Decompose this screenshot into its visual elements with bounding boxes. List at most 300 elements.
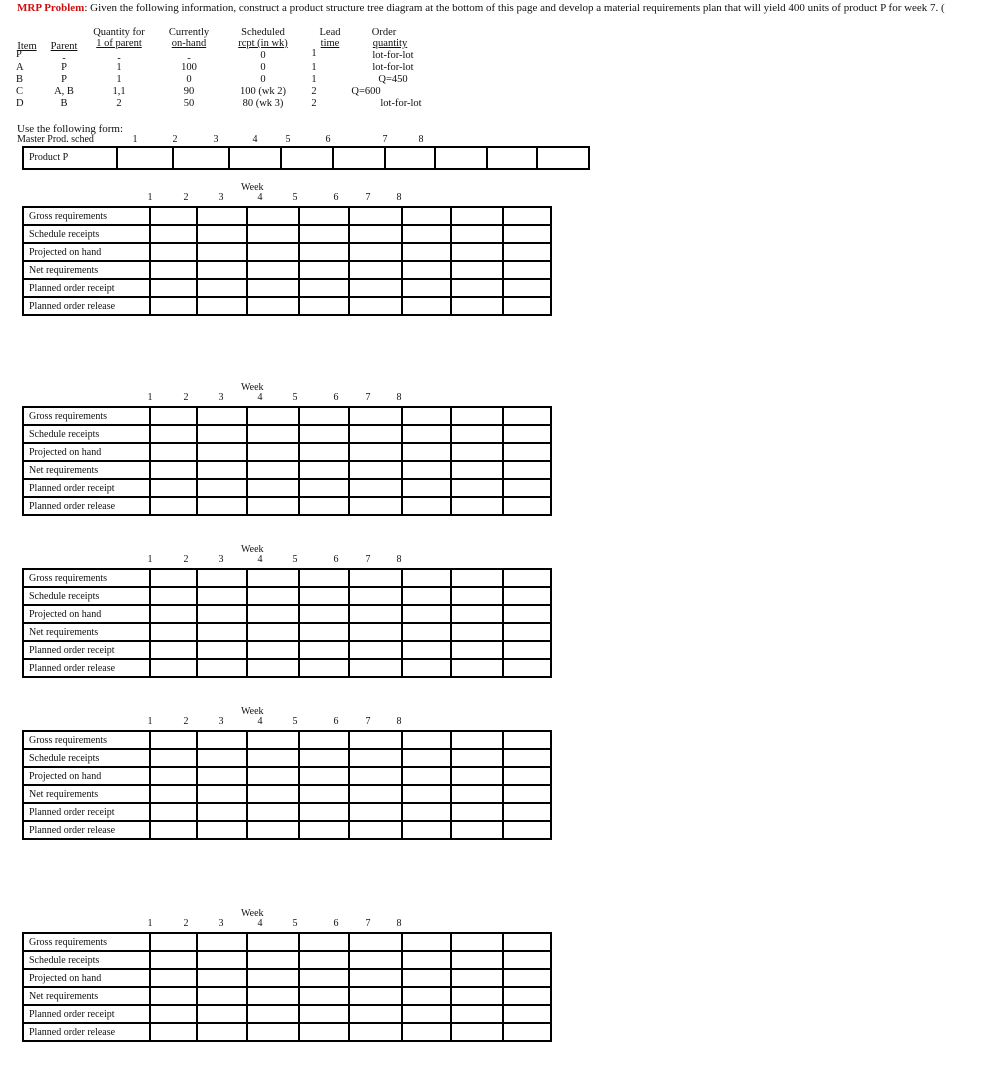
mrp-cell[interactable] [197, 951, 246, 969]
mrp-cell[interactable] [197, 785, 246, 803]
mrp-cell[interactable] [402, 803, 451, 821]
mrp-cell[interactable] [402, 443, 451, 461]
week-number: 6 [333, 392, 339, 403]
mrp-cell[interactable] [299, 785, 349, 803]
mrp-cell[interactable] [197, 497, 246, 515]
week-numbers [22, 918, 552, 930]
mrp-cell[interactable] [349, 659, 401, 677]
mrp-cell[interactable] [150, 425, 197, 443]
mrp-cell[interactable] [299, 261, 349, 279]
mrp-cell[interactable] [451, 969, 503, 987]
mrp-cell[interactable] [150, 749, 197, 767]
mrp-cell[interactable] [402, 569, 451, 587]
mrp-cell[interactable] [197, 731, 246, 749]
mrp-cell[interactable] [402, 785, 451, 803]
header-onhand-1: Currently [168, 27, 210, 38]
mrp-cell[interactable] [503, 605, 551, 623]
mrp-cell[interactable] [247, 767, 299, 785]
mrp-cell[interactable] [503, 969, 551, 987]
mrp-cell[interactable] [402, 497, 451, 515]
week-number: 3 [218, 918, 224, 929]
mrp-cell[interactable] [247, 1005, 299, 1023]
mrp-cell[interactable] [402, 749, 451, 767]
mrp-cell[interactable] [247, 497, 299, 515]
mrp-cell[interactable] [150, 659, 197, 677]
mrp-cell[interactable] [299, 623, 349, 641]
schedule-cell[interactable] [174, 148, 230, 170]
mrp-cell[interactable] [299, 767, 349, 785]
mrp-cell[interactable] [503, 623, 551, 641]
mrp-cell[interactable] [349, 425, 401, 443]
mrp-cell[interactable] [503, 641, 551, 659]
mrp-row-label: Planned order receipt [23, 479, 150, 497]
mrp-cell[interactable] [197, 623, 246, 641]
mrp-cell[interactable] [197, 479, 246, 497]
week-number: 5 [292, 918, 298, 929]
mrp-cell[interactable] [299, 497, 349, 515]
mrp-cell[interactable] [451, 425, 503, 443]
week-number: 5 [292, 716, 298, 727]
mrp-cell[interactable] [247, 225, 299, 243]
mrp-cell[interactable] [197, 641, 246, 659]
mrp-cell[interactable] [402, 461, 451, 479]
mrp-cell[interactable] [451, 461, 503, 479]
mrp-grid [22, 568, 552, 678]
cell-parent: P [61, 62, 67, 73]
mrp-cell[interactable] [503, 821, 551, 839]
mrp-cell[interactable] [197, 659, 246, 677]
header-quantity-1: Quantity for [93, 27, 145, 38]
mrp-cell[interactable] [402, 1023, 451, 1041]
mrp-cell[interactable] [503, 951, 551, 969]
schedule-cell[interactable] [230, 148, 282, 170]
mrp-cell[interactable] [503, 279, 551, 297]
mrp-cell[interactable] [402, 225, 451, 243]
mrp-cell[interactable] [451, 569, 503, 587]
schedule-cell[interactable] [118, 148, 174, 170]
mrp-cell[interactable] [503, 1005, 551, 1023]
mrp-cell[interactable] [451, 767, 503, 785]
mrp-cell[interactable] [349, 479, 401, 497]
cell-onhand: 50 [183, 98, 195, 109]
mrp-cell[interactable] [503, 207, 551, 225]
cell-lead: 1 [311, 74, 317, 85]
mrp-cell[interactable] [503, 497, 551, 515]
mrp-cell[interactable] [451, 731, 503, 749]
mrp-cell[interactable] [299, 1023, 349, 1041]
mrp-cell[interactable] [349, 1023, 401, 1041]
mrp-cell[interactable] [197, 461, 246, 479]
mrp-cell[interactable] [247, 749, 299, 767]
mrp-cell[interactable] [197, 1005, 246, 1023]
mrp-cell[interactable] [247, 641, 299, 659]
mrp-cell[interactable] [247, 569, 299, 587]
mrp-cell[interactable] [451, 243, 503, 261]
mrp-cell[interactable] [299, 587, 349, 605]
mrp-cell[interactable] [150, 443, 197, 461]
mrp-cell[interactable] [349, 803, 401, 821]
mrp-cell[interactable] [402, 407, 451, 425]
mrp-cell[interactable] [402, 933, 451, 951]
mrp-cell[interactable] [299, 425, 349, 443]
mrp-row [23, 803, 551, 821]
mrp-cell[interactable] [349, 279, 401, 297]
mrp-cell[interactable] [349, 951, 401, 969]
cell-quantity: 2 [116, 98, 122, 109]
mrp-cell[interactable] [150, 987, 197, 1005]
mrp-cell[interactable] [247, 803, 299, 821]
mrp-cell[interactable] [349, 605, 401, 623]
mrp-cell[interactable] [299, 803, 349, 821]
mrp-cell[interactable] [503, 243, 551, 261]
mrp-cell[interactable] [197, 297, 246, 315]
mrp-cell[interactable] [197, 767, 246, 785]
mrp-cell[interactable] [150, 641, 197, 659]
mrp-cell[interactable] [247, 659, 299, 677]
mrp-cell[interactable] [503, 569, 551, 587]
header-parent: Parent [50, 41, 78, 52]
mrp-cell[interactable] [402, 479, 451, 497]
mrp-cell[interactable] [349, 933, 401, 951]
mrp-cell[interactable] [402, 951, 451, 969]
mrp-cell[interactable] [150, 207, 197, 225]
mrp-cell[interactable] [247, 933, 299, 951]
mrp-row-label: Schedule receipts [23, 749, 150, 767]
mrp-row-label: Schedule receipts [23, 225, 150, 243]
mrp-cell[interactable] [349, 407, 401, 425]
mrp-cell[interactable] [150, 803, 197, 821]
mrp-row-label: Gross requirements [23, 933, 150, 951]
mrp-cell[interactable] [299, 569, 349, 587]
mrp-cell[interactable] [299, 659, 349, 677]
mrp-cell[interactable] [247, 587, 299, 605]
mrp-cell[interactable] [451, 1005, 503, 1023]
mrp-cell[interactable] [299, 461, 349, 479]
mrp-cell[interactable] [150, 731, 197, 749]
mrp-row-label: Gross requirements [23, 407, 150, 425]
mrp-cell[interactable] [247, 1023, 299, 1041]
mrp-cell[interactable] [247, 207, 299, 225]
mrp-cell[interactable] [197, 821, 246, 839]
cell-onhand: 0 [186, 74, 192, 85]
mrp-cell[interactable] [402, 659, 451, 677]
mrp-cell[interactable] [503, 479, 551, 497]
mrp-row [23, 659, 551, 677]
mrp-cell[interactable] [150, 261, 197, 279]
schedule-cell[interactable] [282, 148, 334, 170]
mrp-cell[interactable] [402, 969, 451, 987]
mrp-cell[interactable] [503, 407, 551, 425]
mrp-cell[interactable] [197, 279, 246, 297]
mrp-cell[interactable] [451, 933, 503, 951]
mrp-cell[interactable] [402, 641, 451, 659]
mrp-cell[interactable] [349, 297, 401, 315]
mrp-row [23, 225, 551, 243]
mrp-cell[interactable] [197, 987, 246, 1005]
mrp-cell[interactable] [349, 225, 401, 243]
mrp-cell[interactable] [197, 407, 246, 425]
mrp-cell[interactable] [197, 425, 246, 443]
mrp-cell[interactable] [197, 933, 246, 951]
item-info-table [16, 26, 436, 116]
mrp-cell[interactable] [503, 297, 551, 315]
mrp-cell[interactable] [503, 987, 551, 1005]
mrp-cell[interactable] [451, 443, 503, 461]
mrp-cell[interactable] [402, 587, 451, 605]
mrp-cell[interactable] [503, 461, 551, 479]
mrp-cell[interactable] [299, 605, 349, 623]
mrp-cell[interactable] [503, 803, 551, 821]
mrp-cell[interactable] [451, 623, 503, 641]
mrp-cell[interactable] [451, 821, 503, 839]
mrp-cell[interactable] [299, 443, 349, 461]
mrp-cell[interactable] [402, 297, 451, 315]
mrp-cell[interactable] [299, 641, 349, 659]
mrp-cell[interactable] [349, 767, 401, 785]
mrp-row [23, 443, 551, 461]
mrp-cell[interactable] [299, 749, 349, 767]
mrp-cell[interactable] [503, 225, 551, 243]
mrp-cell[interactable] [299, 225, 349, 243]
mrp-row [23, 407, 551, 425]
mrp-cell[interactable] [349, 641, 401, 659]
mrp-cell[interactable] [247, 443, 299, 461]
mrp-cell[interactable] [503, 587, 551, 605]
mrp-cell[interactable] [503, 659, 551, 677]
mrp-cell[interactable] [150, 407, 197, 425]
mrp-cell[interactable] [197, 803, 246, 821]
mrp-cell[interactable] [150, 279, 197, 297]
mrp-cell[interactable] [247, 261, 299, 279]
mrp-cell[interactable] [402, 767, 451, 785]
mrp-cell[interactable] [402, 623, 451, 641]
mrp-cell[interactable] [247, 969, 299, 987]
mrp-cell[interactable] [451, 297, 503, 315]
mrp-cell[interactable] [150, 297, 197, 315]
mrp-cell[interactable] [299, 407, 349, 425]
mrp-cell[interactable] [150, 587, 197, 605]
mrp-cell[interactable] [451, 225, 503, 243]
mrp-cell[interactable] [197, 569, 246, 587]
mrp-cell[interactable] [349, 785, 401, 803]
schedule-cell[interactable] [386, 148, 436, 170]
mrp-cell[interactable] [503, 749, 551, 767]
mrp-cell[interactable] [299, 297, 349, 315]
mrp-cell[interactable] [299, 1005, 349, 1023]
mrp-cell[interactable] [451, 803, 503, 821]
mrp-cell[interactable] [197, 243, 246, 261]
mrp-cell[interactable] [349, 749, 401, 767]
mrp-cell[interactable] [247, 987, 299, 1005]
mrp-cell[interactable] [247, 623, 299, 641]
cell-item: P [16, 49, 22, 60]
mrp-cell[interactable] [349, 821, 401, 839]
mrp-cell[interactable] [247, 425, 299, 443]
mrp-cell[interactable] [349, 569, 401, 587]
mrp-cell[interactable] [402, 279, 451, 297]
mrp-row [23, 243, 551, 261]
mrp-cell[interactable] [299, 933, 349, 951]
mrp-grid [22, 730, 552, 840]
schedule-cell[interactable] [334, 148, 386, 170]
mrp-cell[interactable] [247, 279, 299, 297]
mrp-cell[interactable] [150, 821, 197, 839]
mrp-cell[interactable] [247, 407, 299, 425]
mrp-cell[interactable] [247, 243, 299, 261]
mrp-cell[interactable] [451, 987, 503, 1005]
mrp-cell[interactable] [451, 497, 503, 515]
mrp-cell[interactable] [402, 731, 451, 749]
mrp-row-label: Net requirements [23, 461, 150, 479]
mrp-cell[interactable] [402, 425, 451, 443]
mrp-cell[interactable] [503, 425, 551, 443]
mrp-cell[interactable] [503, 261, 551, 279]
mrp-cell[interactable] [197, 225, 246, 243]
mrp-cell[interactable] [150, 243, 197, 261]
mrp-cell[interactable] [451, 1023, 503, 1041]
mrp-cell[interactable] [197, 587, 246, 605]
mrp-cell[interactable] [349, 969, 401, 987]
cell-lead: 2 [311, 86, 317, 97]
mrp-row-label: Gross requirements [23, 569, 150, 587]
mrp-cell[interactable] [197, 207, 246, 225]
mrp-cell[interactable] [451, 785, 503, 803]
mrp-row [23, 821, 551, 839]
mrp-cell[interactable] [150, 1023, 197, 1041]
week-number: 6 [333, 918, 339, 929]
mrp-cell[interactable] [402, 207, 451, 225]
mrp-cell[interactable] [150, 569, 197, 587]
mrp-cell[interactable] [197, 1023, 246, 1041]
mrp-cell[interactable] [197, 969, 246, 987]
mrp-cell[interactable] [451, 261, 503, 279]
mrp-cell[interactable] [349, 1005, 401, 1023]
mrp-row [23, 261, 551, 279]
mrp-cell[interactable] [150, 969, 197, 987]
week-number: 8 [396, 716, 402, 727]
mrp-row-label: Planned order release [23, 497, 150, 515]
week-number: 3 [213, 134, 219, 145]
mrp-cell[interactable] [402, 261, 451, 279]
mrp-cell[interactable] [299, 479, 349, 497]
mrp-cell[interactable] [451, 749, 503, 767]
mrp-cell[interactable] [451, 587, 503, 605]
mrp-cell[interactable] [247, 605, 299, 623]
mrp-cell[interactable] [503, 443, 551, 461]
mrp-cell[interactable] [247, 461, 299, 479]
mrp-cell[interactable] [451, 279, 503, 297]
mrp-cell[interactable] [503, 933, 551, 951]
mrp-cell[interactable] [349, 461, 401, 479]
mrp-cell[interactable] [451, 407, 503, 425]
mrp-cell[interactable] [247, 297, 299, 315]
mrp-cell[interactable] [247, 479, 299, 497]
mrp-cell[interactable] [349, 587, 401, 605]
mrp-cell[interactable] [503, 785, 551, 803]
mrp-cell[interactable] [247, 821, 299, 839]
mrp-cell[interactable] [150, 767, 197, 785]
mrp-cell[interactable] [349, 243, 401, 261]
mrp-row [23, 1023, 551, 1041]
cell-item: C [16, 86, 24, 97]
mrp-cell[interactable] [503, 1023, 551, 1041]
mrp-cell[interactable] [197, 443, 246, 461]
mrp-cell[interactable] [299, 207, 349, 225]
mrp-cell[interactable] [349, 623, 401, 641]
schedule-cell[interactable] [488, 148, 538, 170]
week-number: 5 [292, 554, 298, 565]
mrp-cell[interactable] [150, 605, 197, 623]
mrp-cell[interactable] [451, 479, 503, 497]
mrp-cell[interactable] [197, 749, 246, 767]
week-number: 2 [183, 392, 189, 403]
mrp-cell[interactable] [402, 1005, 451, 1023]
cell-scheduled: 0 [260, 50, 266, 61]
mrp-row [23, 207, 551, 225]
mrp-cell[interactable] [150, 623, 197, 641]
mrp-cell[interactable] [150, 1005, 197, 1023]
week-number: 3 [218, 392, 224, 403]
mrp-cell[interactable] [197, 261, 246, 279]
mrp-cell[interactable] [451, 659, 503, 677]
mrp-cell[interactable] [402, 243, 451, 261]
mrp-cell[interactable] [150, 225, 197, 243]
mrp-cell[interactable] [299, 951, 349, 969]
mrp-cell[interactable] [299, 279, 349, 297]
mrp-cell[interactable] [503, 767, 551, 785]
mrp-cell[interactable] [402, 821, 451, 839]
mrp-row [23, 933, 551, 951]
mrp-cell[interactable] [150, 785, 197, 803]
schedule-cell[interactable] [538, 148, 590, 170]
mrp-cell[interactable] [349, 987, 401, 1005]
mrp-cell[interactable] [299, 731, 349, 749]
mrp-cell[interactable] [451, 207, 503, 225]
mrp-row [23, 785, 551, 803]
mrp-cell[interactable] [451, 951, 503, 969]
mrp-cell[interactable] [349, 443, 401, 461]
mrp-cell[interactable] [402, 987, 451, 1005]
mrp-cell[interactable] [197, 605, 246, 623]
mrp-cell[interactable] [451, 605, 503, 623]
mrp-cell[interactable] [451, 641, 503, 659]
mrp-cell[interactable] [349, 207, 401, 225]
mrp-cell[interactable] [503, 731, 551, 749]
mrp-cell[interactable] [299, 821, 349, 839]
problem-label: MRP Problem [17, 2, 85, 14]
mrp-cell[interactable] [299, 969, 349, 987]
mrp-cell[interactable] [247, 731, 299, 749]
mrp-cell[interactable] [150, 933, 197, 951]
mrp-cell[interactable] [150, 461, 197, 479]
mrp-cell[interactable] [349, 497, 401, 515]
mrp-cell[interactable] [150, 497, 197, 515]
mrp-cell[interactable] [299, 243, 349, 261]
mrp-cell[interactable] [247, 785, 299, 803]
mrp-cell[interactable] [402, 605, 451, 623]
week-label: Week [241, 544, 264, 555]
mrp-cell[interactable] [150, 951, 197, 969]
schedule-cell[interactable] [436, 148, 488, 170]
mrp-cell[interactable] [150, 479, 197, 497]
mrp-cell[interactable] [349, 261, 401, 279]
mrp-cell[interactable] [349, 731, 401, 749]
mrp-cell[interactable] [247, 951, 299, 969]
week-number: 1 [147, 918, 153, 929]
week-number: 1 [147, 392, 153, 403]
mrp-cell[interactable] [299, 987, 349, 1005]
cell-order: Q=600 [351, 86, 381, 97]
